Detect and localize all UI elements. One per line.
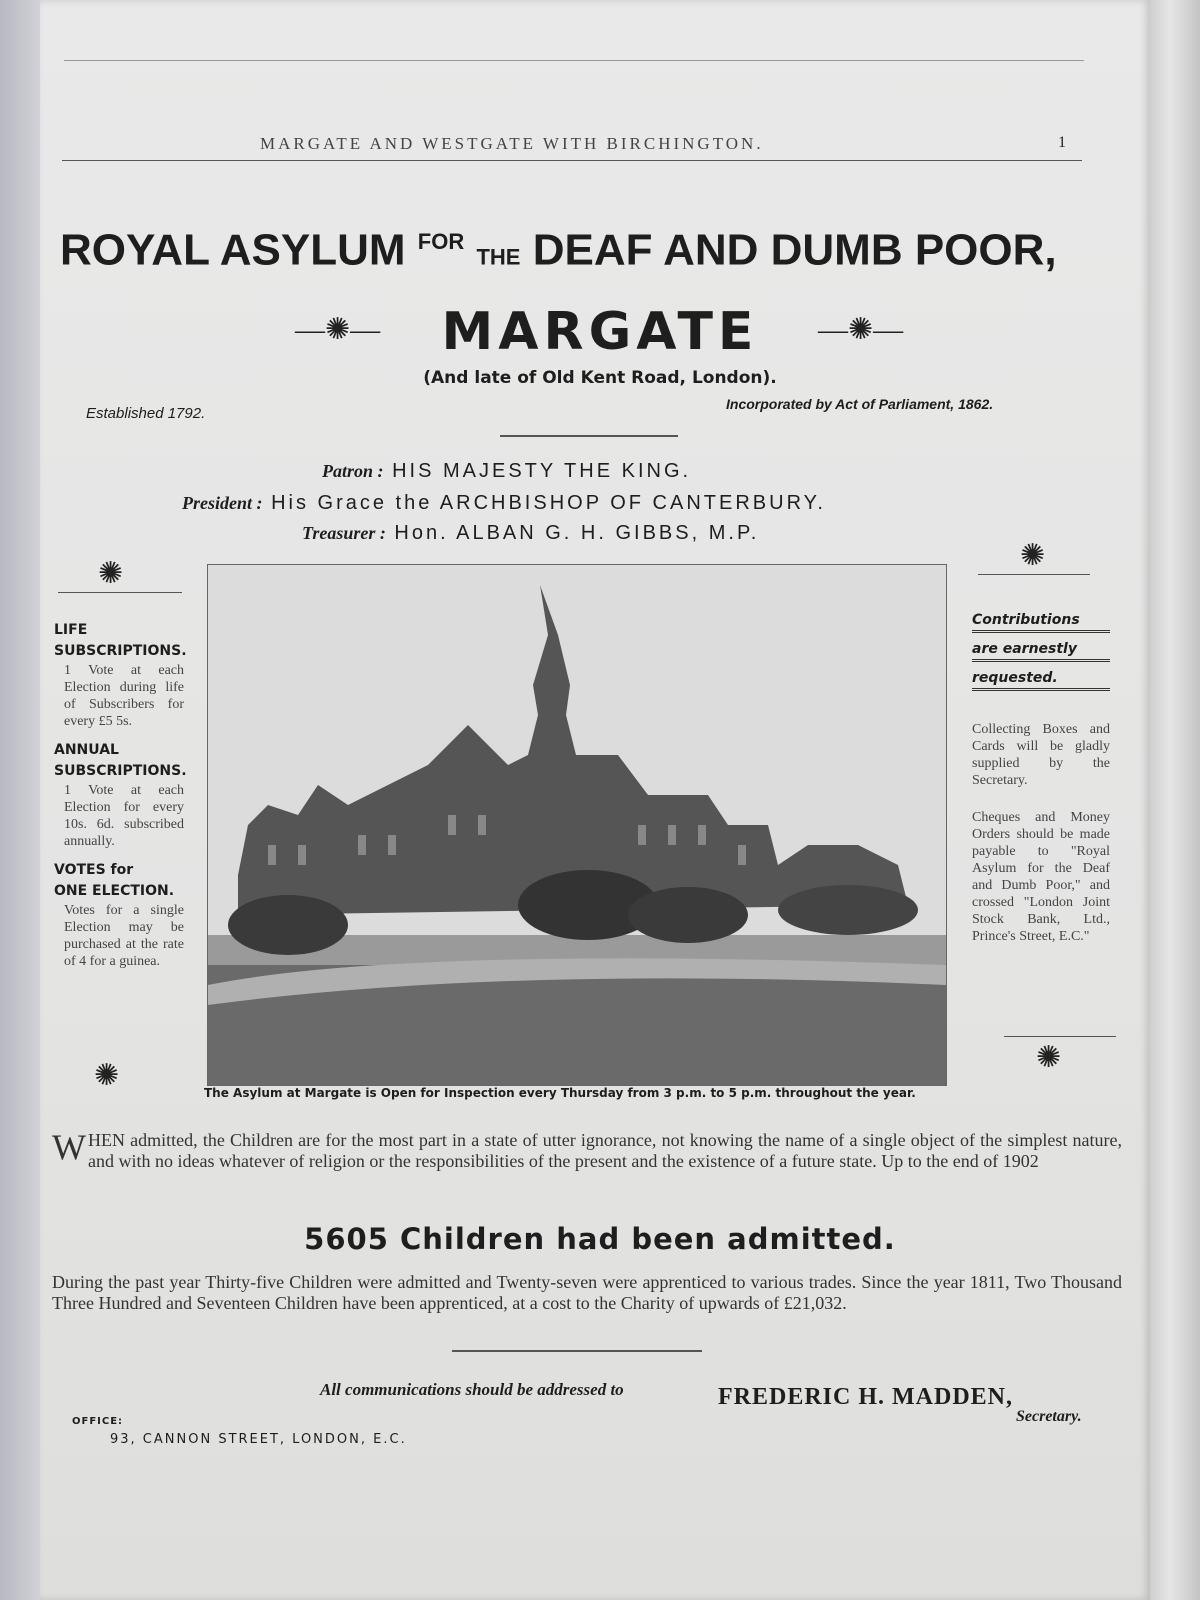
office-label: OFFICE: (72, 1416, 124, 1427)
annual-heading: ANNUAL (54, 742, 119, 758)
officer-name: Hon. ALBAN G. H. GIBBS, M.P. (394, 522, 760, 544)
intro-text: HEN admitted, the Children are for the most part in a state of utter ignorance, not knowing the name of a single object of the simplest nature, and with no ideas whatever of religion or the responsibilities of the present and the existence of a future state. Up to the end of 1902 (87, 1130, 1122, 1171)
appeal-line: Contributions (972, 612, 1110, 633)
incorporated: Incorporated by Act of Parliament, 1862. (726, 396, 994, 412)
top-rule (64, 60, 1084, 61)
votes-heading: VOTES for (54, 862, 134, 878)
officer-patron (322, 460, 691, 483)
book-right-edge (1150, 0, 1200, 1600)
communications-note: All communications should be addressed to (320, 1380, 624, 1399)
life-heading-2: SUBSCRIPTIONS. (54, 643, 187, 659)
collecting-boxes-text: Collecting Boxes and Cards will be gladly supplied by the Secretary. (972, 722, 1110, 788)
annual-heading-2: SUBSCRIPTIONS. (54, 763, 187, 779)
asterism-icon: ✺ (94, 1059, 120, 1092)
officer-president (182, 492, 826, 515)
late-of: (And late of Old Kent Road, London). (423, 368, 777, 388)
annual-text: 1 Vote at each Election for every 10s. 6d. subscribed annually. (64, 783, 184, 849)
secretary-name: FREDERIC H. MADDEN, (718, 1384, 1013, 1410)
title-part-1: ROYAL ASYLUM (60, 225, 406, 275)
asterism-icon: ✺ (1036, 1041, 1062, 1074)
cheques-text: Cheques and Money Orders should be made payable to "Royal Asylum for the Deaf and Dumb Poor," and crossed "London Joint Stock Bank, Ltd., Prince's Street, E.C." (972, 810, 1110, 944)
secretary-title: Secretary. (1016, 1408, 1082, 1425)
officer-name: HIS MAJESTY THE KING. (392, 460, 692, 482)
statistics-paragraph: During the past year Thirty-five Children were admitted and Twenty-seven were apprenticed to various trades. Since the year 1811, Two Thousand Three Hundred and Seventeen Children have been apprenticed, at a cost to the Charity of upwards of £21,032. (52, 1272, 1122, 1313)
left-column (54, 620, 187, 980)
drop-cap: W (52, 1127, 86, 1167)
officer-role: Treasurer : (302, 523, 386, 543)
appeal-line: requested. (972, 670, 1110, 691)
officer-role: President : (182, 493, 263, 513)
officer-treasurer (302, 522, 759, 545)
asylum-photograph (207, 564, 947, 1086)
ornament-icon: —✺— (295, 313, 381, 346)
officer-role: Patron : (322, 461, 384, 481)
intro-paragraph (52, 1127, 1122, 1172)
page-title (60, 212, 1100, 288)
headline: 5605 Children had been admitted. (304, 1222, 896, 1256)
title-part-2: DEAF AND DUMB POOR, (532, 225, 1057, 275)
page-number: 1 (1058, 134, 1066, 151)
life-text: 1 Vote at each Election during life of Subscribers for every £5 5s. (64, 663, 184, 729)
subtitle: MARGATE (441, 302, 759, 362)
divider (58, 592, 182, 593)
divider (452, 1350, 702, 1352)
title-the: THE (476, 244, 521, 270)
votes-heading-2: ONE ELECTION. (54, 883, 175, 899)
divider (1004, 1036, 1116, 1037)
asterism-icon: ✺ (98, 557, 124, 590)
established: Established 1792. (86, 405, 206, 422)
asterism-icon: ✺ (1020, 539, 1046, 572)
divider (978, 574, 1090, 575)
appeal-line: are earnestly (972, 641, 1110, 662)
divider (500, 435, 678, 437)
officer-name: His Grace the ARCHBISHOP OF CANTERBURY. (271, 492, 826, 514)
header-rule (62, 160, 1082, 161)
life-heading: LIFE (54, 622, 88, 638)
title-for: FOR (417, 229, 465, 254)
ornament-icon: —✺— (818, 313, 904, 346)
photo-caption: The Asylum at Margate is Open for Inspection every Thursday from 3 p.m. to 5 p.m. throughout the year. (204, 1086, 916, 1100)
office-address: 93, CANNON STREET, LONDON, E.C. (110, 1432, 407, 1447)
running-head: MARGATE AND WESTGATE WITH BIRCHINGTON. (260, 134, 764, 153)
right-column (972, 612, 1110, 955)
votes-text: Votes for a single Election may be purchased at the rate of 4 for a guinea. (64, 903, 184, 969)
